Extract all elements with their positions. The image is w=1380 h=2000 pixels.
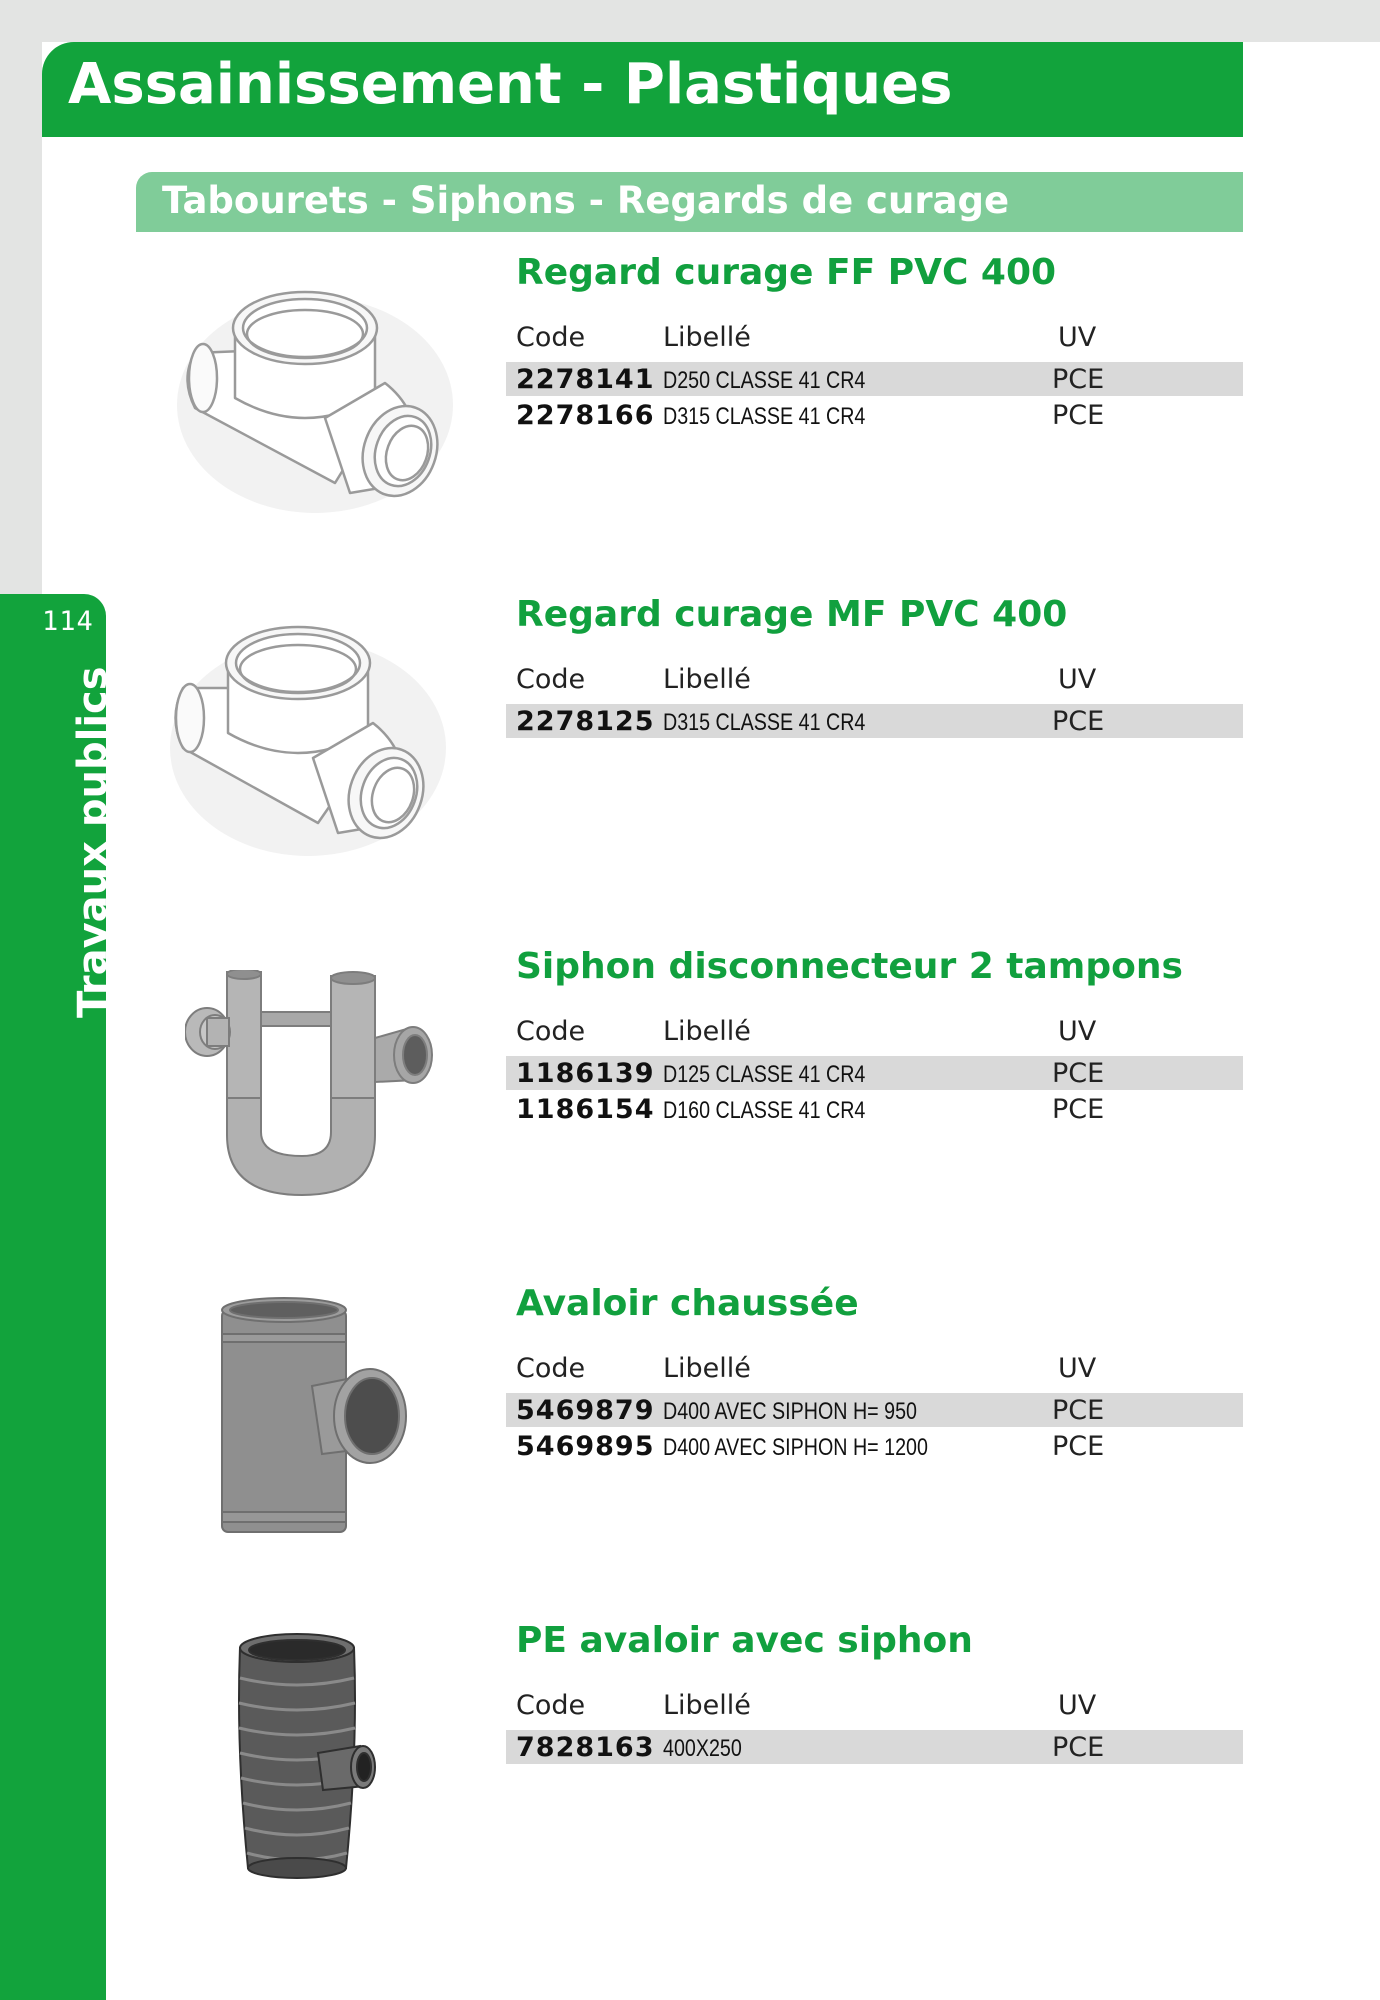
row-label: D315 CLASSE 41 CR4 xyxy=(663,709,866,736)
row-label: D250 CLASSE 41 CR4 xyxy=(663,367,866,394)
row-code: 7828163 xyxy=(516,1732,655,1763)
row-label: D315 CLASSE 41 CR4 xyxy=(663,403,866,430)
header-code: Code xyxy=(516,1353,586,1384)
page-header xyxy=(42,42,1243,137)
row-uv: PCE xyxy=(1052,706,1105,737)
table-row xyxy=(506,398,1243,432)
row-code: 5469895 xyxy=(516,1431,655,1462)
header-code: Code xyxy=(516,1690,586,1721)
row-code: 2278141 xyxy=(516,364,655,395)
table-row xyxy=(506,704,1243,738)
page-number: 114 xyxy=(42,606,94,637)
row-label: D125 CLASSE 41 CR4 xyxy=(663,1061,866,1088)
row-uv: PCE xyxy=(1052,1431,1105,1462)
header-code: Code xyxy=(516,1016,586,1047)
row-label: D160 CLASSE 41 CR4 xyxy=(663,1097,866,1124)
table-header xyxy=(506,322,1243,356)
grey-u-siphon-image xyxy=(185,970,435,1205)
header-uv: UV xyxy=(1058,1690,1097,1721)
table-row xyxy=(506,1393,1243,1427)
row-uv: PCE xyxy=(1052,1732,1105,1763)
row-uv: PCE xyxy=(1052,364,1105,395)
header-label: Libellé xyxy=(663,322,751,353)
product-title: Siphon disconnecteur 2 tampons xyxy=(516,946,1183,987)
grey-tee-fitting-image xyxy=(212,1296,407,1541)
header-label: Libellé xyxy=(663,1690,751,1721)
row-uv: PCE xyxy=(1052,1058,1105,1089)
row-code: 1186154 xyxy=(516,1094,655,1125)
header-code: Code xyxy=(516,322,586,353)
subsection-header xyxy=(136,172,1243,232)
table-row xyxy=(506,1429,1243,1463)
table-row xyxy=(506,1092,1243,1126)
row-label: D400 AVEC SIPHON H= 950 xyxy=(663,1398,917,1425)
product-title: Avaloir chaussée xyxy=(516,1283,859,1324)
table-header xyxy=(506,1353,1243,1387)
header-uv: UV xyxy=(1058,322,1097,353)
header-label: Libellé xyxy=(663,1016,751,1047)
header-code: Code xyxy=(516,664,586,695)
table-row xyxy=(506,1730,1243,1764)
product-title: Regard curage MF PVC 400 xyxy=(516,594,1068,635)
row-code: 2278125 xyxy=(516,706,655,737)
page-title: Assainissement - Plastiques xyxy=(68,52,953,117)
row-code: 1186139 xyxy=(516,1058,655,1089)
section-title: Travaux publics xyxy=(70,666,116,1018)
row-uv: PCE xyxy=(1052,400,1105,431)
corrugated-pe-fitting-image xyxy=(228,1628,378,1883)
header-uv: UV xyxy=(1058,1016,1097,1047)
table-row xyxy=(506,362,1243,396)
table-header xyxy=(506,1690,1243,1724)
tee-fitting-outline-image xyxy=(168,618,453,868)
product-title: PE avaloir avec siphon xyxy=(516,1620,973,1661)
row-uv: PCE xyxy=(1052,1094,1105,1125)
table-header xyxy=(506,1016,1243,1050)
tee-fitting-outline-image xyxy=(175,268,460,518)
row-label: 400X250 xyxy=(663,1735,742,1762)
product-title: Regard curage FF PVC 400 xyxy=(516,252,1057,293)
subsection-title: Tabourets - Siphons - Regards de curage xyxy=(162,179,1010,222)
top-grey-band xyxy=(0,0,1380,42)
row-uv: PCE xyxy=(1052,1395,1105,1426)
row-code: 5469879 xyxy=(516,1395,655,1426)
table-row xyxy=(506,1056,1243,1090)
left-grey-band xyxy=(0,0,42,600)
header-uv: UV xyxy=(1058,1353,1097,1384)
row-code: 2278166 xyxy=(516,400,655,431)
header-label: Libellé xyxy=(663,664,751,695)
header-label: Libellé xyxy=(663,1353,751,1384)
table-header xyxy=(506,664,1243,698)
row-label: D400 AVEC SIPHON H= 1200 xyxy=(663,1434,928,1461)
header-uv: UV xyxy=(1058,664,1097,695)
